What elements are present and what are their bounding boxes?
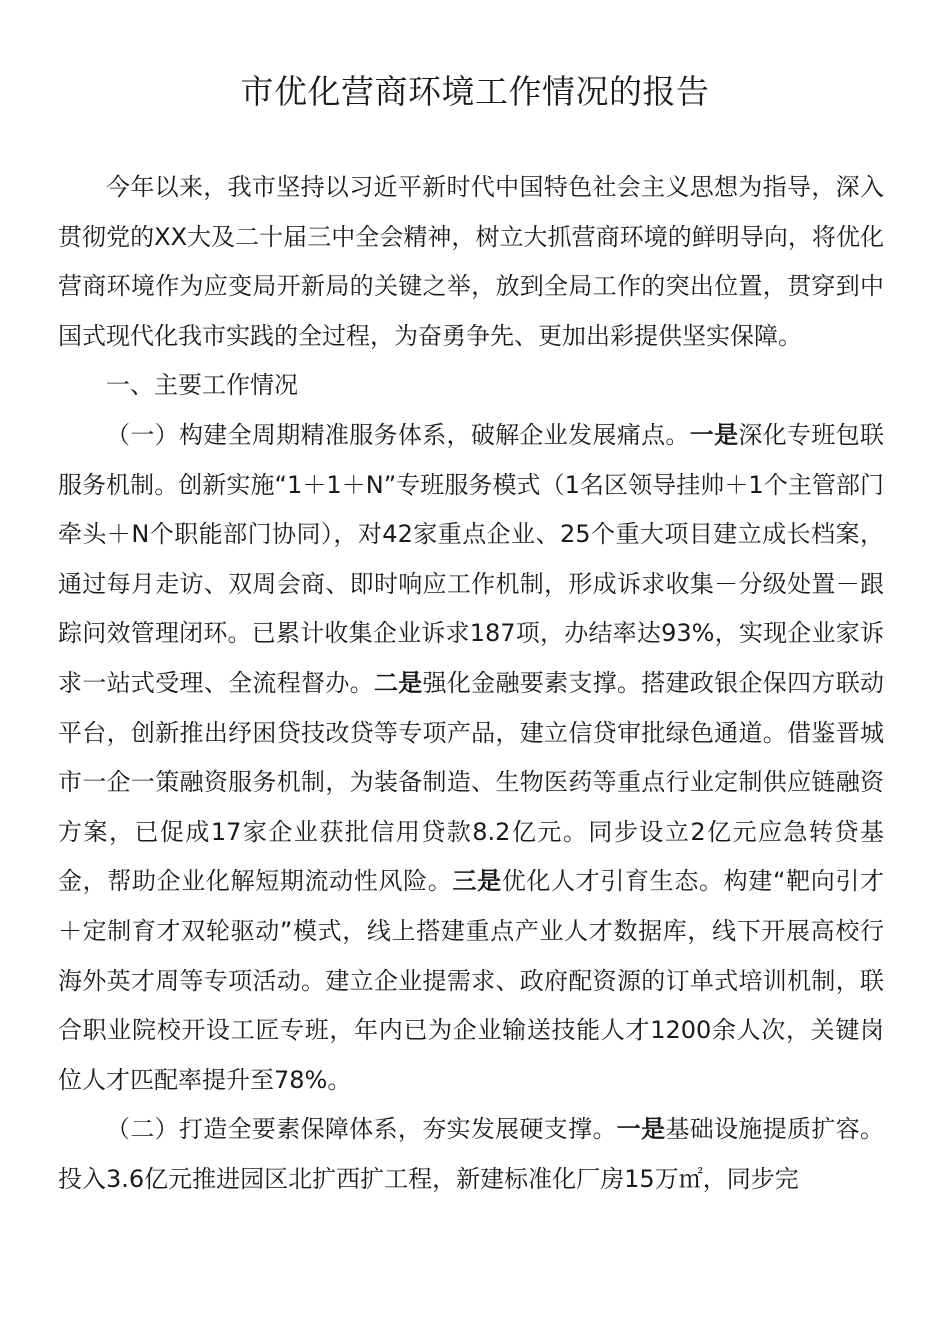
subsection-1-lead: （一）构建全周期精准服务体系，破解企业发展痛点。	[106, 420, 690, 449]
subsection-1-point-1: 深化专班包联服务机制。创新实施“1＋1＋N”专班服务模式（1名区领导挂帅＋1个主管部门牵头＋N个职能部门协同），对42家重点企业、25个重大项目建立成长档案，通过每月走访、双周会商、即时响应工作机制，形成诉求收集－分级处置－跟踪问效管理闭环。已累计收集企业诉求187项，办结率达93%，实现企业家诉求一站式受理、全流程督办。	[58, 420, 885, 697]
document-body	[58, 163, 884, 1204]
keyword-second: 二是	[373, 668, 423, 697]
section-heading: 一、主要工作情况	[106, 371, 298, 400]
keyword-first: 一是	[689, 420, 739, 449]
subsection-2-lead: （二）打造全要素保障体系，夯实发展硬支撑。	[106, 1115, 617, 1144]
keyword-third: 三是	[452, 867, 502, 896]
subsection-2-paragraph	[58, 1105, 884, 1204]
subsection-1-point-3: 优化人才引育生态。构建“靶向引才＋定制育才双轮驱动”模式，线上搭建重点产业人才数据库，线下开展高校行海外英才周等专项活动。建立企业提需求、政府配资源的订单式培训机制，联合职业院校开设工匠专班，年内已为企业输送技能人才1200余人次，关键岗位人才匹配率提升至78%。	[58, 867, 884, 1094]
keyword-first: 一是	[616, 1115, 666, 1144]
subsection-2-point-1: 基础设施提质扩容。投入3.6亿元推进园区北扩西扩工程，新建标准化厂房15万㎡，同步完	[58, 1115, 885, 1193]
intro-paragraph: 今年以来，我市坚持以习近平新时代中国特色社会主义思想为指导，深入贯彻党的XX大及二十届三中全会精神，树立大抓营商环境的鲜明导向，将优化营商环境作为应变局开新局的关键之举，放到全局工作的突出位置，贯穿到中国式现代化我市实践的全过程，为奋勇争先、更加出彩提供坚实保障。	[58, 173, 884, 350]
document-title: 市优化营商环境工作情况的报告	[240, 72, 710, 111]
subsection-1-paragraph	[58, 411, 884, 1105]
subsection-1-point-2: 强化金融要素支撑。搭建政银企保四方联动平台，创新推出纾困贷技改贷等专项产品，建立信贷审批绿色通道。借鉴晋城市一企一策融资服务机制，为装备制造、生物医药等重点行业定制供应链融资方案，已促成17家企业获批信用贷款8.2亿元。同步设立2亿元应急转贷基金，帮助企业化解短期流动性风险。	[58, 668, 885, 896]
